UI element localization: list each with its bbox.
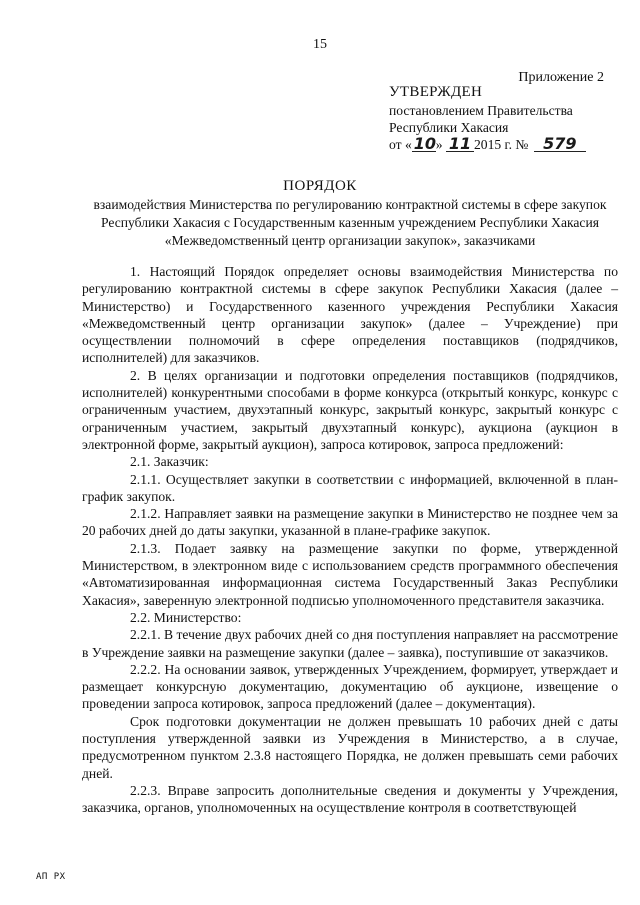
paragraph-2-1: 2.1. Заказчик:	[130, 454, 209, 470]
paragraph-2-2-1: 2.2.1. В течение двух рабочих дней со дня поступления направляет на рассмотрение в Учреждение заявки на размещение закупки (далее – заявка), поступившие от заказчиков.	[82, 627, 618, 660]
paragraph-2-2-3: 2.2.3. Вправе запросить дополнительные сведения и документы у Учреждения, заказчика, органов, уполномоченных на осуществление контроля в соответствующей	[82, 782, 618, 816]
paragraph-2-1-1: 2.1.1. Осуществляет закупки в соответствии с информацией, включенной в план-график закупок.	[82, 471, 618, 504]
date-close: »	[435, 137, 443, 152]
handwritten-number: 579	[534, 136, 586, 152]
date-year: 2015 г. №	[473, 137, 529, 152]
footer-mark: АП РХ	[36, 872, 66, 882]
paragraph-2-2-2: 2.2.2. На основании заявок, утвержденных Учреждением, формирует, утверждает и размещает конкурсную документацию, документацию об аукционе, извещение о проведении запроса котировок, запроса предложений (далее – документация).	[82, 661, 618, 712]
appendix-label: Приложение 2	[518, 70, 604, 85]
document-subtitle: взаимодействия Министерства по регулированию контрактной системы в сфере закупок Республики Хакасия с Государственным казенным учреждением Республики Хакасия «Межведомственный центр организации закупок», заказчиками	[93, 197, 607, 248]
page-number: 15	[313, 37, 327, 52]
approval-line-2: Республики Хакасия	[389, 120, 509, 135]
approval-title: УТВЕРЖДЕН	[389, 84, 483, 100]
document-title: ПОРЯДОК	[283, 178, 357, 194]
paragraph-2-1-2: 2.1.2. Направляет заявки на размещение закупки в Министерство не позднее чем за 20 рабочих дней до даты закупки, указанной в плане-графике закупок.	[82, 506, 618, 539]
handwritten-month: 11	[446, 136, 474, 152]
approval-block	[389, 84, 619, 153]
paragraph-2-1-3: 2.1.3. Подает заявку на размещение закупки по форме, утвержденной Министерством, в электронном виде с использованием средств программного обеспечения «Автоматизированная информационная система Государственный Заказ Республики Хакасия», заверенную электронной подписью уполномоченного представителя заказчика.	[82, 540, 618, 608]
paragraph-1: 1. Настоящий Порядок определяет основы взаимодействия Министерства по регулированию контрактной системы в сфере закупок Республики Хакасия (далее – Министерство) и Государственного казенного учреждения Республики Хакасия «Межведомственный центр организации закупок» (далее – Учреждение) при осуществлении полномочий в сфере определения поставщиков (подрядчиков, исполнителей) для заказчиков.	[82, 264, 618, 366]
handwritten-day: 10	[413, 134, 437, 153]
date-prefix: от «	[389, 137, 412, 152]
approval-date-line	[389, 136, 619, 153]
paragraph-deadline: Срок подготовки документации не должен превышать 10 рабочих дней с даты поступления утвержденной заявки из Учреждения в Министерство, а в случае, предусмотренном пунктом 2.3.8 настоящего Порядка, не должен превышать семи рабочих дней.	[82, 713, 618, 781]
paragraph-2-2: 2.2. Министерство:	[130, 609, 242, 625]
approval-line-1: постановлением Правительства	[389, 103, 573, 118]
paragraph-2: 2. В целях организации и подготовки определения поставщиков (подрядчиков, исполнителей) конкурентными способами в форме конкурса (открытый конкурс, конкурс с ограниченным участием, двухэтапный конкурс, закрытый конкурс, закрытый конкурс с ограниченным участием, закрытый двухэтапный конкурс), аукциона (аукцион в электронной форме, закрытый аукцион), запроса котировок, запроса предложений:	[82, 367, 618, 452]
document-body	[82, 263, 618, 817]
